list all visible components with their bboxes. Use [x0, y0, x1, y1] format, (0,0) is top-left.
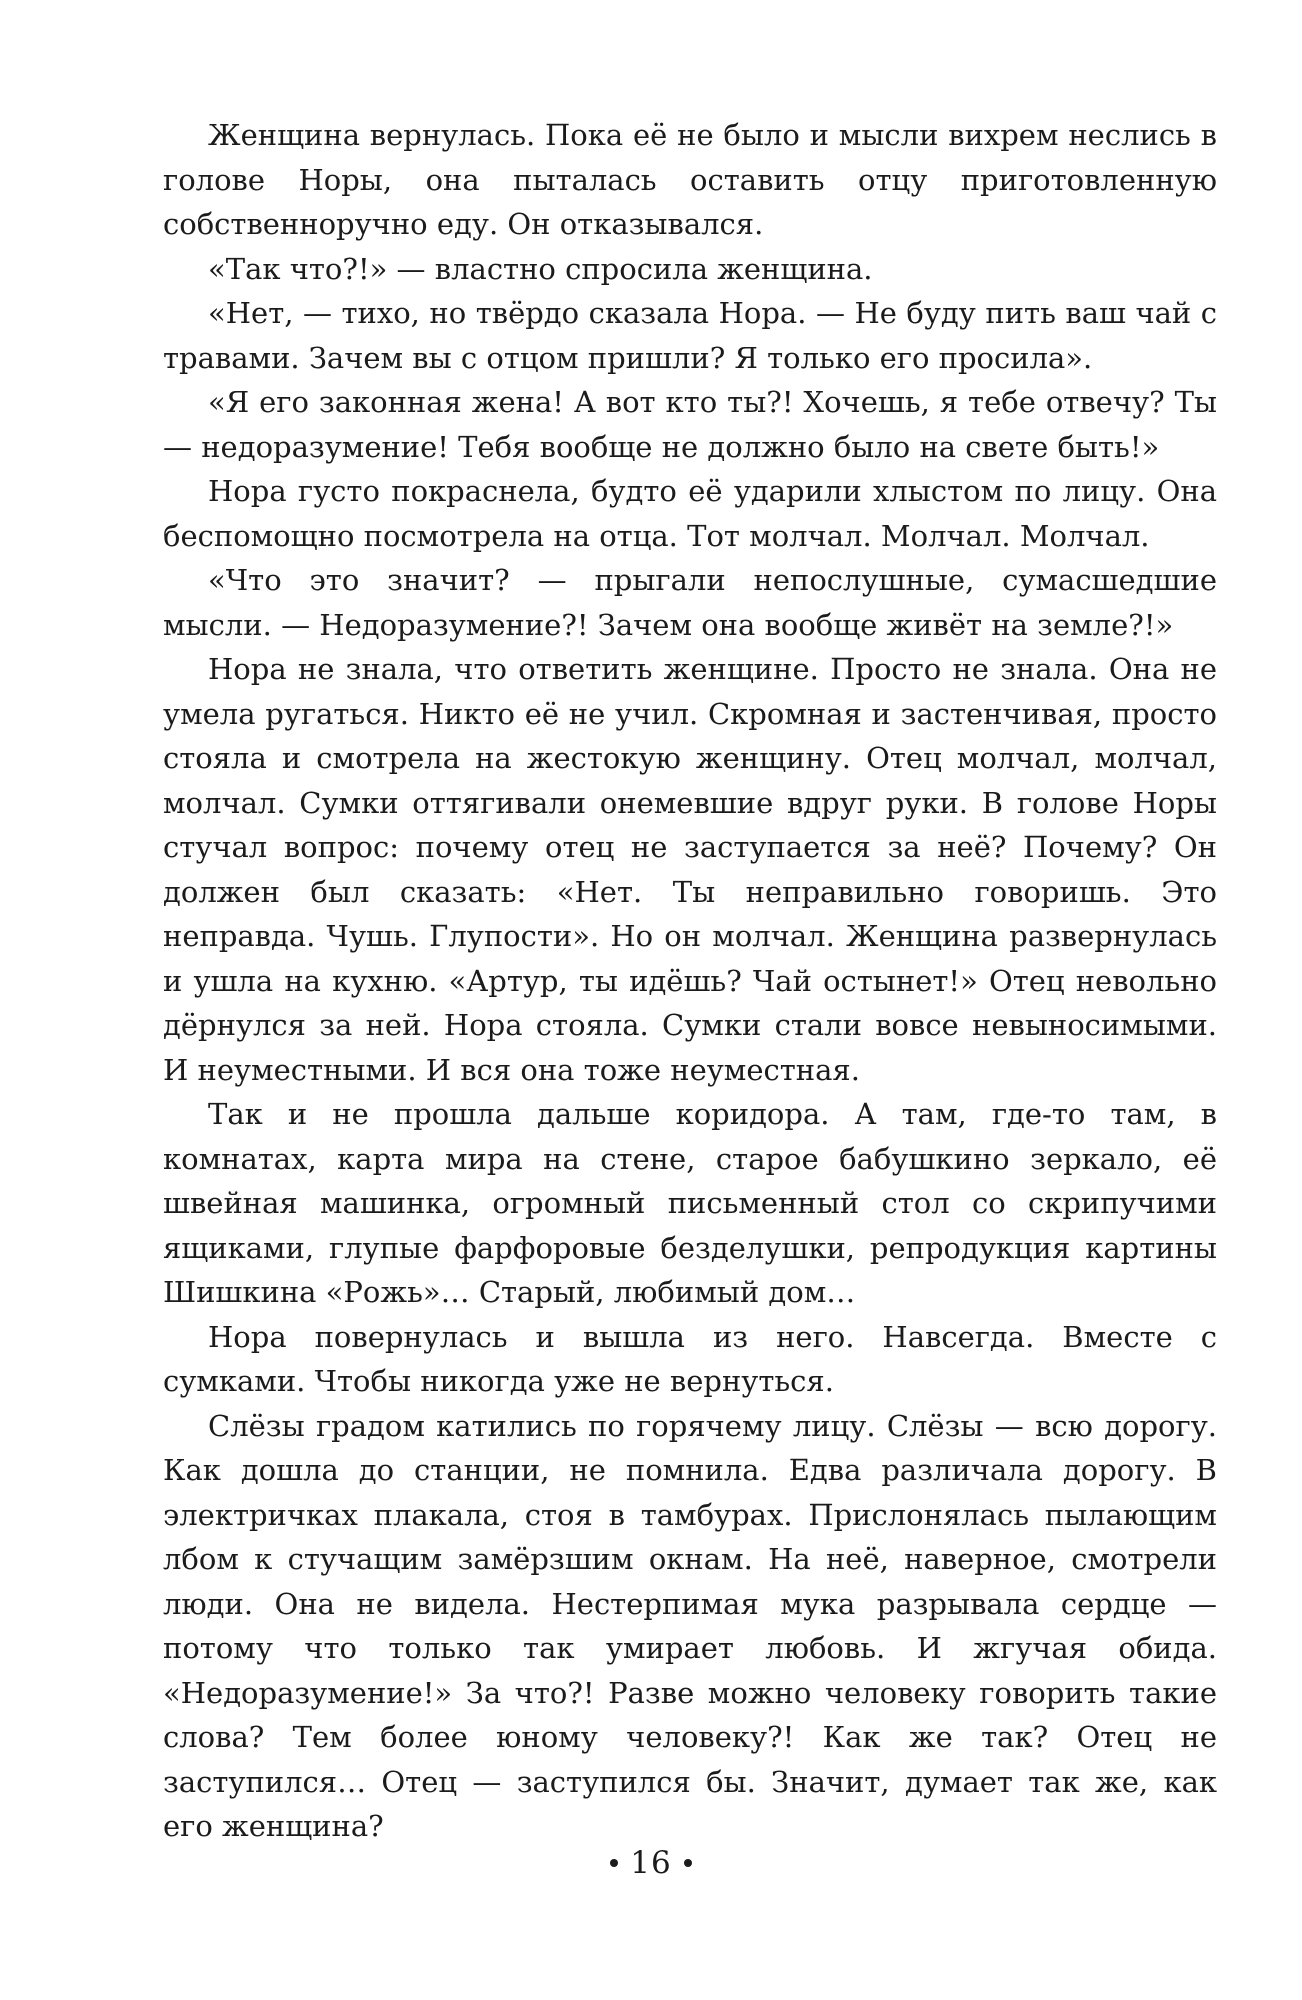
paragraph: Женщина вернулась. Пока её не было и мысли вихрем неслись в голове Норы, она пыталась оставить отцу приготовленную собственноручно еду. Он отказывался. — [163, 118, 1217, 241]
paragraph: Нора густо покраснела, будто её ударили хлыстом по лицу. Она беспомощно посмотрела на отца. Тот молчал. Молчал. Молчал. — [163, 474, 1217, 553]
paragraph: Нора повернулась и вышла из него. Навсегда. Вместе с сумками. Чтобы никогда уже не вернуться. — [163, 1319, 1217, 1398]
paragraph: «Нет, — тихо, но твёрдо сказала Нора. — Не буду пить ваш чай с травами. Зачем вы с отцом пришли? Я только его просила». — [163, 296, 1217, 375]
paragraph: «Что это значит? — прыгали непослушные, сумасшедшие мысли. — Недоразумение?! Зачем она вообще живёт на земле?!» — [163, 563, 1217, 642]
paragraph: Нора не знала, что ответить женщине. Просто не знала. Она не умела ругаться. Никто её не учил. Скромная и застенчивая, просто стояла и смотрела на жестокую женщину. Отец молчал, молчал, молчал. Сумки оттягивали онемевшие вдруг руки. В голове Норы стучал вопрос: почему отец не заступается за неё? Почему? Он должен был сказать: «Нет. Ты неправильно говоришь. Это неправда. Чушь. Глупости». Но он молчал. Женщина развернулась и ушла на кухню. «Артур, ты идёшь? Чай остынет!» Отец невольно дёрнулся за ней. Нора стояла. Сумки стали вовсе невыносимыми. И неуместными. И вся она тоже неуместная. — [163, 652, 1217, 1087]
paragraph: «Так что?!» — властно спросила женщина. — [208, 251, 873, 286]
page-number-value: 16 — [630, 1845, 672, 1881]
paragraph: «Я его законная жена! А вот кто ты?! Хочешь, я тебе отвечу? Ты — недоразумение! Тебя вообще не должно было на свете быть!» — [163, 385, 1217, 464]
page-number — [0, 1845, 1302, 1881]
paragraph: Слёзы градом катились по горячему лицу. Слёзы — всю дорогу. Как дошла до станции, не помнила. Едва различала дорогу. В электричках плакала, стоя в тамбурах. Прислонялась пылающим лбом к стучащим замёрзшим окнам. На неё, наверное, смотрели люди. Она не видела. Нестерпимая мука разрывала сердце — потому что только так умирает любовь. И жгучая обида. «Недоразумение!» За что?! Разве можно человеку говорить такие слова? Тем более юному человеку?! Как же так? Отец не заступился… Отец — заступился бы. Значит, думает так же, как его женщина? — [163, 1408, 1217, 1843]
bullet-dot-icon — [610, 1859, 618, 1867]
body-text — [163, 113, 1217, 1849]
bullet-dot-icon — [684, 1859, 692, 1867]
paragraph: Так и не прошла дальше коридора. А там, где-то там, в комнатах, карта мира на стене, старое бабушкино зеркало, её швейная машинка, огромный письменный стол со скрипучими ящиками, глупые фарфоровые безделушки, репродукция картины Шишкина «Рожь»… Старый, любимый дом… — [163, 1097, 1217, 1309]
